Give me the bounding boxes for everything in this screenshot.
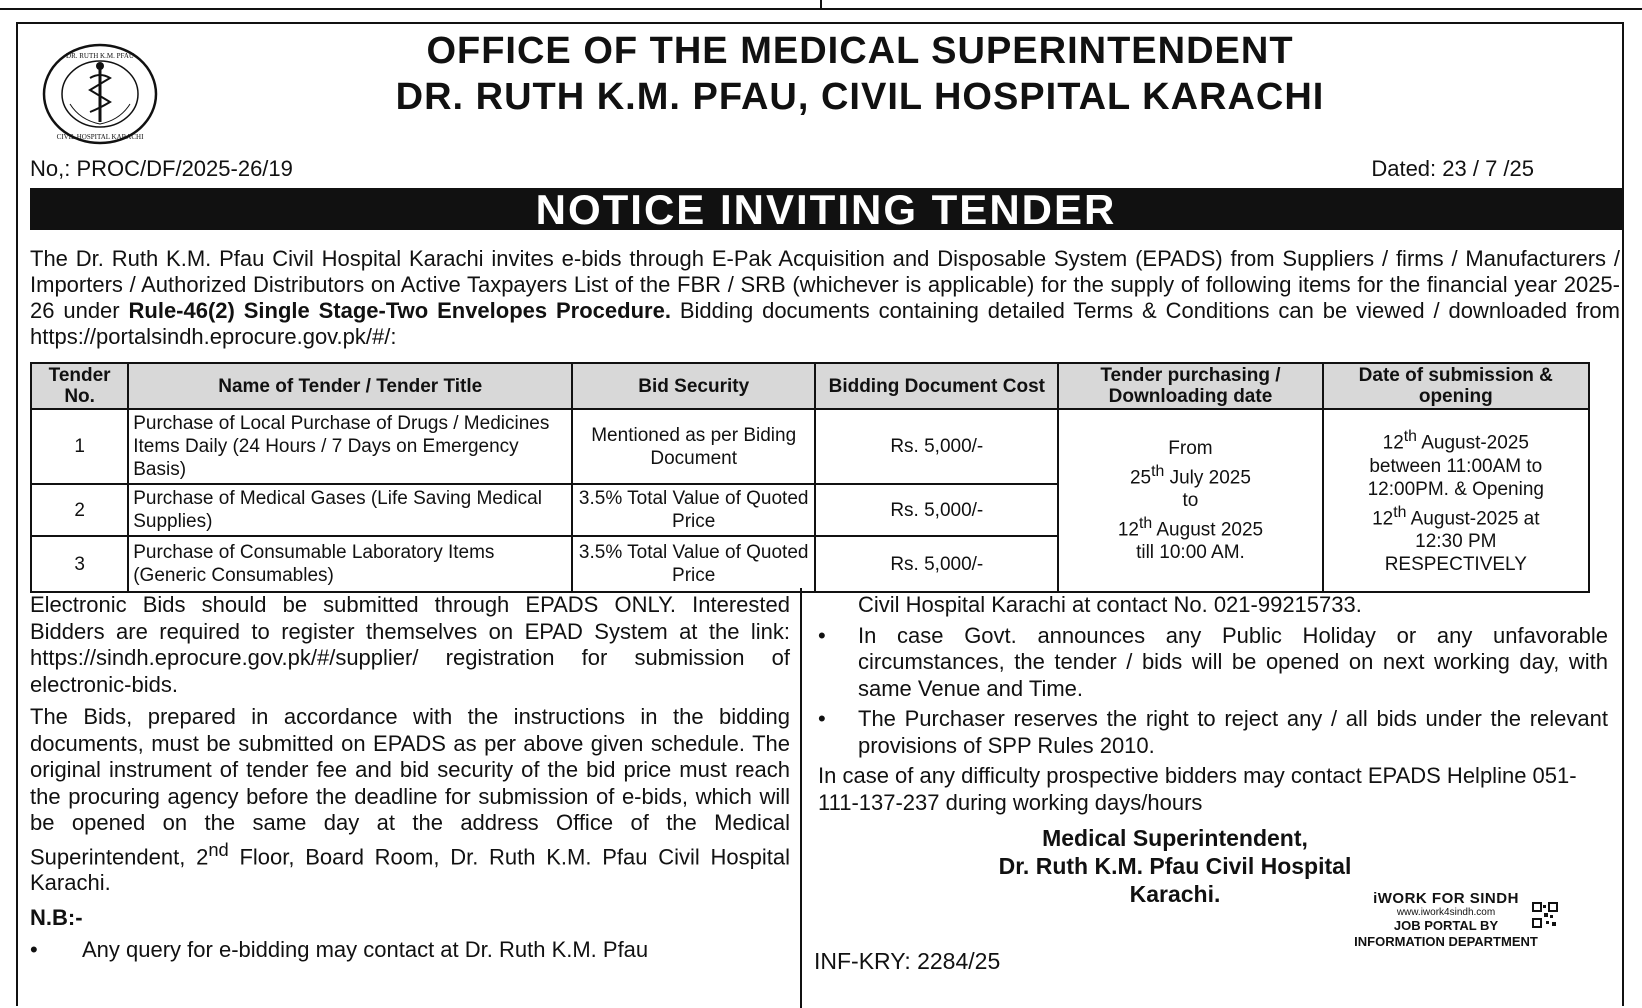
document-cost: Rs. 5,000/- — [815, 484, 1058, 536]
intro-text-end: Bidding documents containing detailed Terms & Conditions can be viewed / downloaded from https://portalsindh.eprocure.gov.pk/#/: — [30, 298, 1620, 349]
column-divider — [800, 588, 802, 1008]
office-heading: OFFICE OF THE MEDICAL SUPERINTENDENT — [426, 30, 1294, 72]
tender-title: Purchase of Consumable Laboratory Items (Generic Consumables) — [128, 536, 572, 592]
notice-title-banner: NOTICE INVITING TENDER — [30, 188, 1622, 230]
end-sup: th — [1138, 515, 1153, 532]
intro-rule-text: Rule-46(2) Single Stage-Two Envelopes Procedure. — [128, 298, 671, 323]
bid-instr-end: Floor, Board Room, Dr. Ruth K.M. Pfau Civil Hospital Karachi. — [30, 843, 790, 896]
col-header-no: Tender No. — [31, 363, 128, 409]
portal-line2: INFORMATION DEPARTMENT — [1354, 934, 1538, 949]
svg-text:CIVIL HOSPITAL KARACHI: CIVIL HOSPITAL KARACHI — [56, 133, 144, 141]
reference-number: No,: PROC/DF/2025-26/19 — [30, 156, 293, 181]
purchasing-till: till 10:00 AM. — [1136, 542, 1245, 564]
col-header-submission: Date of submission & opening — [1323, 363, 1589, 409]
col-header-name: Name of Tender / Tender Title — [128, 363, 572, 409]
bid-submission-instructions — [30, 704, 790, 897]
reject-bullet — [818, 706, 1608, 759]
sub-line1: August-2025 — [1416, 432, 1529, 454]
sub-day2: 12 — [1372, 507, 1394, 529]
tender-no: 3 — [31, 536, 128, 592]
right-column — [818, 592, 1608, 816]
iwork-badge — [1346, 890, 1546, 950]
qr-code-icon — [1532, 902, 1558, 928]
submission-date — [1323, 409, 1589, 592]
portal-line1: JOB PORTAL BY — [1393, 918, 1499, 933]
query-text: Any query for e-bidding may contact at Dr. Ruth K.M. Pfau — [82, 937, 649, 963]
document-cost: Rs. 5,000/- — [815, 536, 1058, 592]
bid-security: 3.5% Total Value of Quoted Price — [572, 536, 815, 592]
query-bullet — [30, 937, 790, 964]
nb-heading: N.B:- — [30, 904, 83, 930]
tender-no: 2 — [31, 484, 128, 536]
signature-city: Karachi. — [1129, 881, 1221, 907]
iwork-brand: iWORK FOR SINDH — [1373, 890, 1519, 907]
bid-instr-text: The Bids, prepared in accordance with the instructions in the bidding documents, must be submitted on EPADS as per above given schedule. The original instrument of tender fee and bid security of the bid price must reach the procuring agency before the deadline for submission of e-bids, which will be opened on the same day at the address Office of the Medical Superintendent, 2 — [30, 704, 790, 869]
bid-security: 3.5% Total Value of Quoted Price — [572, 484, 815, 536]
top-rule-tick — [820, 0, 822, 8]
signature-hospital: Dr. Ruth K.M. Pfau Civil Hospital — [998, 853, 1352, 879]
col-header-cost: Bidding Document Cost — [815, 363, 1058, 409]
sub-sup2: th — [1393, 503, 1407, 521]
submission-line5: 12:30 PM — [1415, 530, 1497, 552]
intro-paragraph — [30, 246, 1620, 350]
holiday-bullet — [818, 623, 1608, 703]
notice-date: Dated: 23 / 7 /25 — [1371, 156, 1534, 181]
submission-line1 — [1328, 425, 1584, 454]
purchasing-date — [1058, 409, 1322, 592]
col-header-purchasing: Tender purchasing / Downloading date — [1058, 363, 1322, 409]
hospital-heading: DR. RUTH K.M. PFAU, CIVIL HOSPITAL KARACHI — [395, 76, 1325, 118]
intro-text: The Dr. Ruth K.M. Pfau Civil Hospital Karachi invites e-bids through E-Pak Acquisition and Disposable System (EPADS) from Suppliers / firms / Manufacturers / Importers / Authorized Distributors on Active Taxpayers List of the FBR / SRB (whichever is applicable) for the supply of following items for the financial year 2025-26 under — [30, 246, 1620, 323]
bid-security: Mentioned as per Biding Document — [572, 409, 815, 484]
reject-text: The Purchaser reserves the right to reject any / all bids under the relevant provisions of SPP Rules 2010. — [858, 706, 1608, 758]
submission-line2: between 11:00AM to — [1369, 455, 1543, 477]
holiday-text: In case Govt. announces any Public Holiday or any unfavorable circumstances, the tender / bids will be opened on next working day, with same Venue and Time. — [858, 622, 1608, 701]
start-rest: July 2025 — [1164, 467, 1251, 488]
start-sup: th — [1151, 462, 1165, 480]
left-column — [30, 592, 790, 964]
purchasing-start — [1063, 460, 1317, 489]
table-header-row — [31, 363, 1589, 409]
table-row — [31, 409, 1589, 484]
sub-sup1: th — [1403, 428, 1417, 446]
purchasing-to: to — [1182, 490, 1199, 511]
epads-instructions: Electronic Bids should be submitted through EPADS ONLY. Interested Bidders are required to register themselves on EPAD System at the link: https://sindh.eprocure.gov.pk/#/supplier/ registration for submission of electronic-bids. — [30, 592, 790, 697]
bullet-icon: • — [818, 706, 826, 731]
tender-no: 1 — [31, 409, 128, 484]
tender-title: Purchase of Local Purchase of Drugs / Medicines Items Daily (24 Hours / 7 Days on Emergency Basis) — [128, 409, 572, 484]
tender-title: Purchase of Medical Gases (Life Saving Medical Supplies) — [128, 484, 572, 536]
top-rule — [0, 0, 1642, 10]
bid-instr-sup: nd — [208, 838, 229, 860]
submission-line3: 12:00PM. & Opening — [1367, 478, 1544, 500]
submission-line4 — [1328, 501, 1584, 530]
helpline-text: In case of any difficulty prospective bidders may contact EPADS Helpline 051-111-137-237 during working days/hours — [818, 763, 1577, 815]
tender-table — [30, 362, 1590, 593]
end-rest: August 2025 — [1152, 519, 1264, 541]
bullet-icon: • — [818, 622, 826, 648]
signature-title: Medical Superintendent, — [1042, 825, 1308, 851]
col-header-security: Bid Security — [572, 363, 815, 409]
inf-reference: INF-KRY: 2284/25 — [814, 948, 1001, 974]
end-day: 12 — [1117, 519, 1139, 541]
start-day: 25 — [1129, 467, 1152, 488]
svg-text:DR. RUTH K.M. PFAU: DR. RUTH K.M. PFAU — [66, 52, 134, 60]
iwork-url: www.iwork4sindh.com — [1396, 907, 1496, 918]
document-cost: Rs. 5,000/- — [815, 409, 1058, 484]
hospital-seal-logo — [40, 42, 160, 146]
purchasing-end — [1063, 512, 1317, 541]
sub-day1: 12 — [1382, 432, 1404, 454]
bullet-icon: • — [30, 937, 38, 963]
query-continuation: Civil Hospital Karachi at contact No. 021-99215733. — [858, 592, 1362, 617]
sub-line4: August-2025 at — [1406, 507, 1540, 529]
submission-line6: RESPECTIVELY — [1384, 553, 1527, 575]
purchasing-from: From — [1168, 437, 1213, 459]
